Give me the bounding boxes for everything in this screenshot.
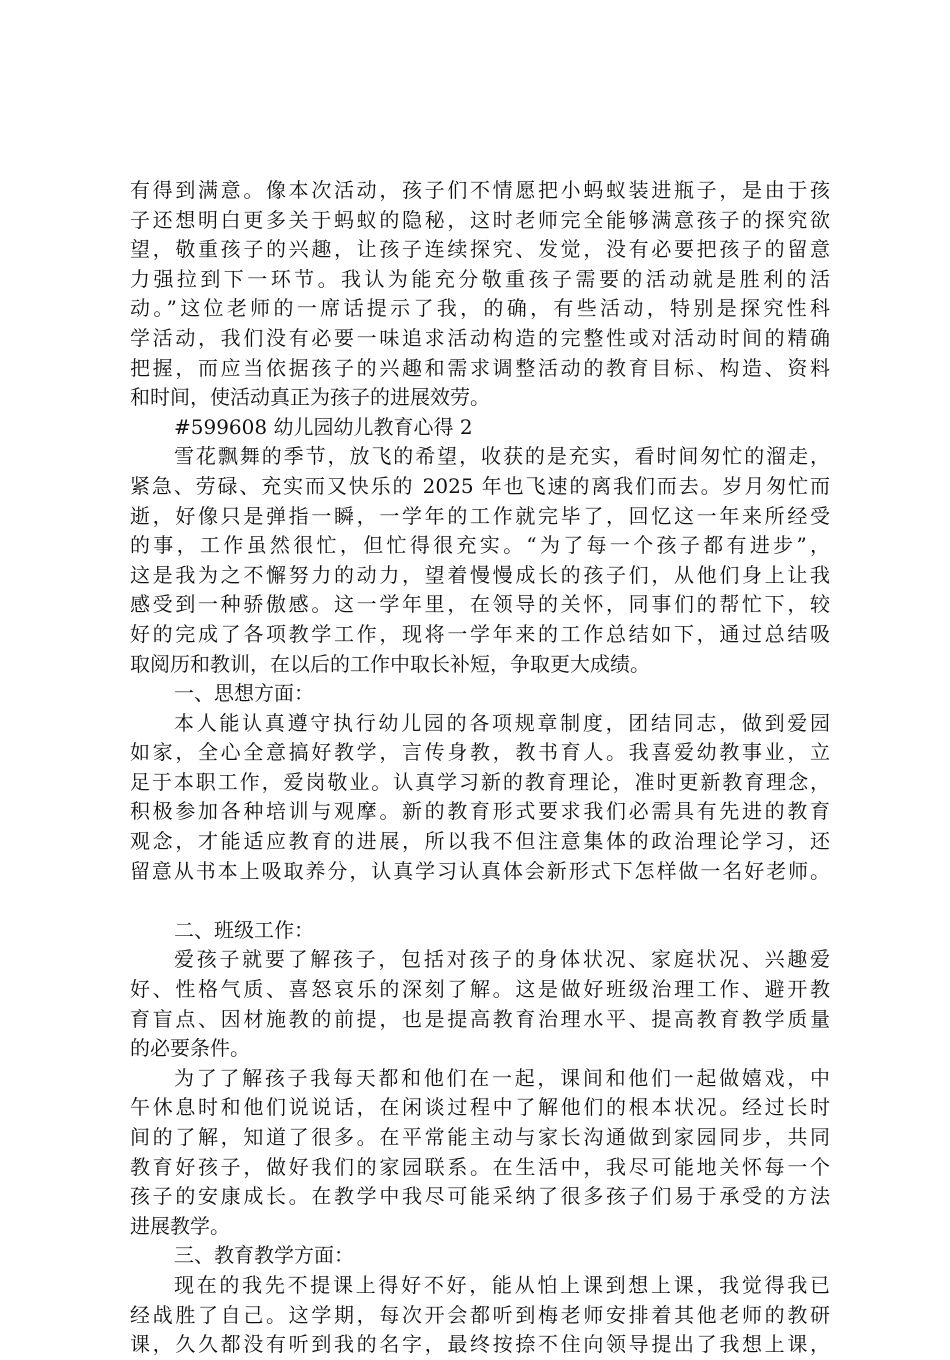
text-line: 动。”这位老师的一席话提示了我，的确，有些活动，特别是探究性科 [130, 296, 830, 321]
text-line: 足于本职工作，爱岗敬业。认真学习新的教育理论，准时更新教育理念， [130, 769, 830, 794]
text-line: 好、性格气质、喜怒哀乐的深刻了解。这是做好班级治理工作、避开教 [130, 977, 830, 1002]
text-line: 的事，工作虽然很忙，但忙得很充实。“为了每一个孩子都有进步”， [130, 533, 830, 558]
text-line: 经战胜了自己。这学期，每次开会都听到梅老师安排着其他老师的教研 [130, 1302, 830, 1327]
text-line: 留意从书本上吸取养分，认真学习认真体会新形式下怎样做一名好老师。 [130, 858, 830, 883]
text-line: 午休息时和他们说说话，在闲谈过程中了解他们的根本状况。经过长时 [130, 1095, 830, 1120]
text-line: 子还想明白更多关于蚂蚁的隐秘，这时老师完全能够满意孩子的探究欲 [130, 207, 830, 232]
text-line: 这是我为之不懈努力的动力，望着慢慢成长的孩子们，从他们身上让我 [130, 562, 830, 587]
text-line: 间的了解，知道了很多。在平常能主动与家长沟通做到家园同步，共同 [130, 1125, 830, 1149]
text-line: 有得到满意。像本次活动，孩子们不情愿把小蚂蚁装进瓶子，是由于孩 [130, 178, 830, 202]
text-line: #599608 幼儿园幼儿教育心得 2 [174, 414, 473, 439]
text-line: 如家，全心全意搞好教学，言传身教，教书育人。我喜爱幼教事业，立 [130, 740, 830, 765]
document-body [130, 176, 830, 1360]
text-line: 进展教学。 [130, 1213, 230, 1238]
text-line: 把握，而应当依据孩子的兴趣和需求调整活动的教育目标、构造、资料 [130, 355, 830, 380]
text-line: 望，敬重孩子的兴趣，让孩子连续探究、发觉，没有必要把孩子的留意 [130, 237, 830, 262]
text-line: 现在的我先不提课上得好不好，能从怕上课到想上课，我觉得我已 [174, 1272, 830, 1297]
text-line: 取阅历和教训，在以后的工作中取长补短，争取更大成绩。 [130, 651, 650, 676]
blank-line [130, 886, 830, 916]
text-line: 力强拉到下一环节。我认为能充分敬重孩子需要的活动就是胜利的活 [130, 266, 830, 291]
text-line: 孩子的安康成长。在教学中我尽可能采纳了很多孩子们易于承受的方法 [130, 1184, 830, 1209]
text-line: 紧急、劳碌、充实而又快乐的 2025 年也飞速的离我们而去。岁月匆忙而 [130, 473, 830, 498]
text-line: 二、班级工作： [174, 917, 314, 942]
text-line: 育盲点、因材施教的前提，也是提高教育治理水平、提高教育教学质量 [130, 1006, 830, 1031]
text-line: 三、教育教学方面： [174, 1243, 354, 1268]
text-line: 爱孩子就要了解孩子，包括对孩子的身体状况、家庭状况、兴趣爱 [174, 947, 830, 972]
text-line: 的必要条件。 [130, 1036, 250, 1061]
text-line: 教育好孩子，做好我们的家园联系。在生活中，我尽可能地关怀每一个 [130, 1154, 830, 1179]
text-line: 积极参加各种培训与观摩。新的教育形式要求我们必需具有先进的教育 [130, 799, 830, 824]
text-line: 好的完成了各项教学工作，现将一学年来的工作总结如下，通过总结吸 [130, 621, 830, 646]
text-line: 本人能认真遵守执行幼儿园的各项规章制度，团结同志，做到爱园 [174, 710, 830, 735]
text-line: 观念，才能适应教育的进展，所以我不但注意集体的政治理论学习，还 [130, 829, 830, 854]
text-line: 为了了解孩子我每天都和他们在一起，课间和他们一起做嬉戏，中 [174, 1065, 830, 1090]
text-line: 一、思想方面： [174, 681, 314, 706]
text-line: 课，久久都没有听到我的名字，最终按捺不住向领导提出了我想上课， [130, 1332, 830, 1357]
text-line: 雪花飘舞的季节，放飞的希望，收获的是充实，看时间匆忙的溜走， [174, 444, 830, 469]
text-line: 感受到一种骄傲感。这一学年里，在领导的关怀，同事们的帮忙下，较 [130, 592, 830, 617]
text-line: 逝，好像只是弹指一瞬，一学年的工作就完毕了，回忆这一年来所经受 [130, 503, 830, 528]
text-line: 和时间，使活动真正为孩子的进展效劳。 [130, 385, 490, 410]
text-line: 学活动，我们没有必要一味追求活动构造的完整性或对活动时间的精确 [130, 325, 830, 350]
